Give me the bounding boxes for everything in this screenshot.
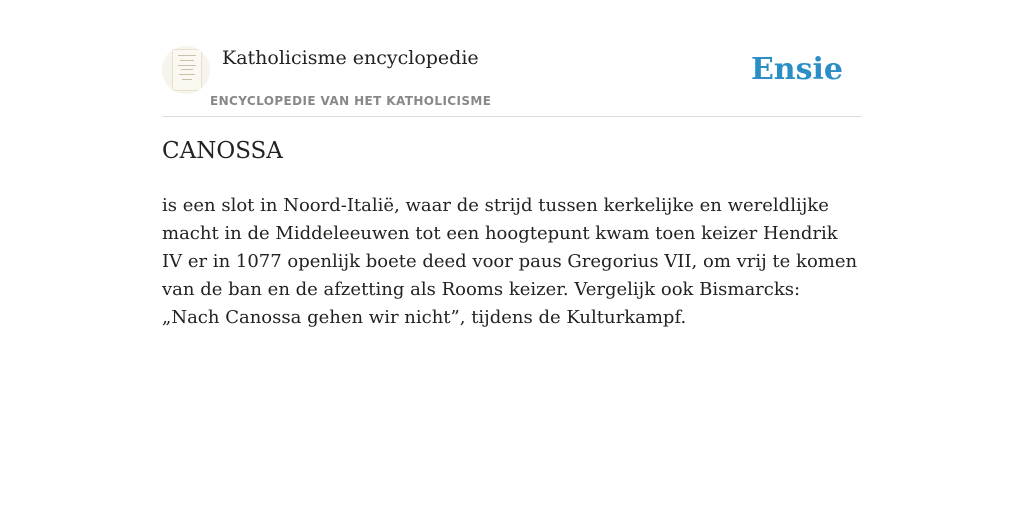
book-cover-icon: [172, 49, 202, 91]
site-header: [162, 44, 862, 117]
site-title[interactable]: Katholicisme encyclopedie: [222, 47, 479, 69]
site-subtitle: ENCYCLOPEDIE VAN HET KATHOLICISME: [210, 94, 492, 108]
ensie-brand-link[interactable]: Ensie: [750, 52, 843, 87]
article-body: is een slot in Noord-Italië, waar de strijd tussen kerkelijke en wereldlijke macht in de Middeleeuwen tot een hoogtepunt kwam toen keizer Hendrik IV er in 1077 openlijk boete deed voor paus Gregorius VII, om vrij te komen van de ban en de afzetting als Rooms keizer. Vergelijk ook Bismarcks: „Nach Canossa gehen wir nicht”, tijdens de Kulturkampf.: [162, 195, 858, 328]
encyclopedia-logo-icon[interactable]: [162, 46, 210, 94]
article-title: CANOSSA: [162, 138, 283, 164]
